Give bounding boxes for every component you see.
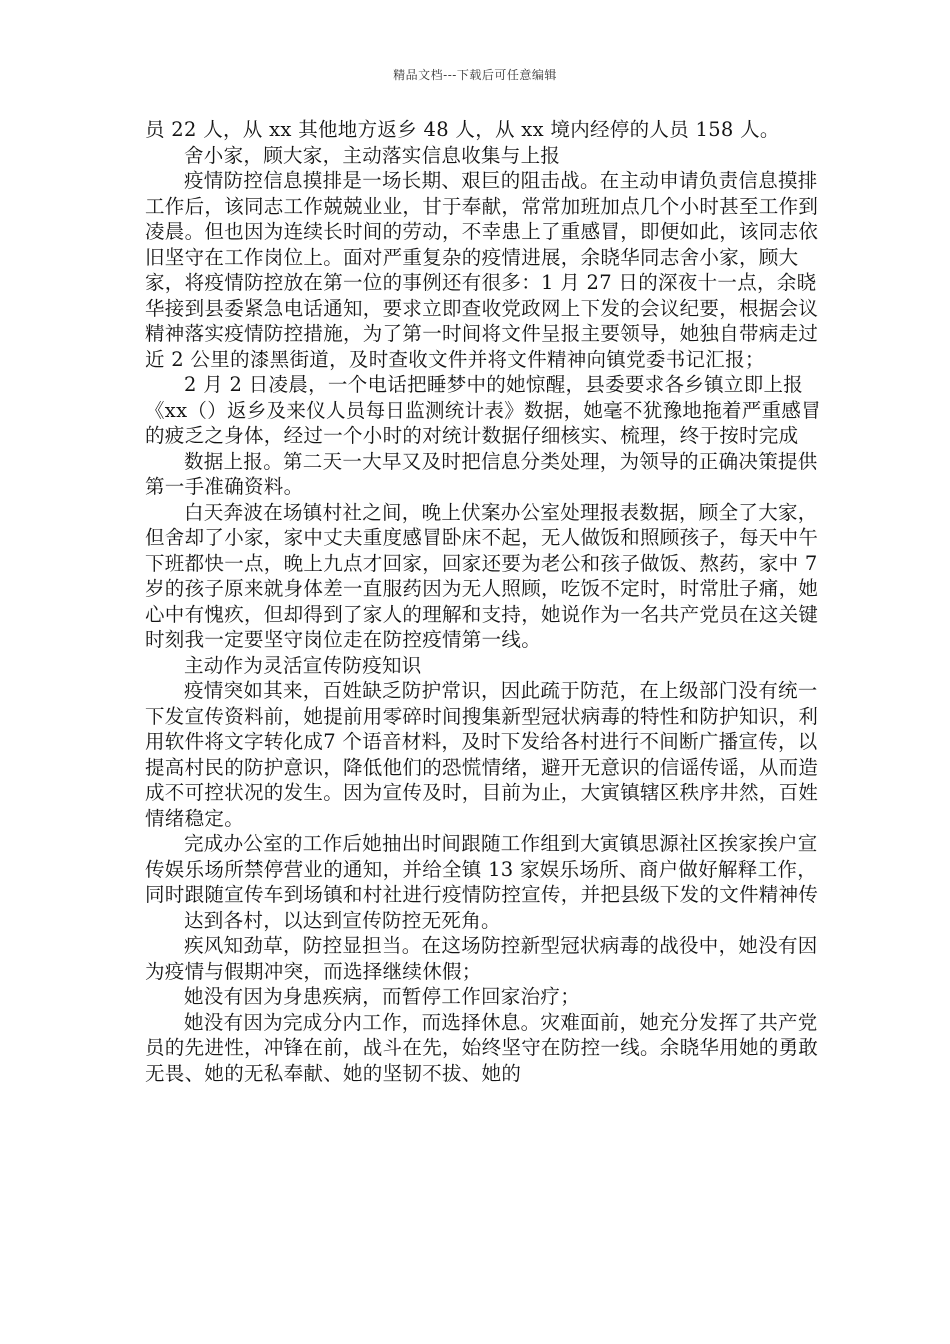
section-heading: 主动作为灵活宣传防疫知识 xyxy=(184,653,422,677)
paragraph-continuation: 员 22 人，从 xx 其他地方返乡 48 人，从 xx 境内经停的人员 158 人。 xyxy=(145,118,780,141)
paragraph: 完成办公室的工作后她抽出时间跟随工作组到大寅镇思源社区挨家挨户宣传娱乐场所禁停营业的通知，并给全镇 13 家娱乐场所、商户做好解释工作，同时跟随宣传车到场镇和村社进行疫情防控宣传，并把县级下发的文件精神传 xyxy=(145,832,819,906)
paragraph: 2 月 2 日凌晨，一个电话把睡梦中的她惊醒，县委要求各乡镇立即上报《xx（）返乡及来仪人员每日监测统计表》数据，她毫不犹豫地拖着严重感冒的疲乏之身体，经过一个小时的对统计数据仔细核实、梳理，终于按时完成 xyxy=(145,373,821,447)
document-body xyxy=(145,117,825,1086)
paragraph: 疫情突如其来，百姓缺乏防护常识，因此疏于防范，在上级部门没有统一下发宣传资料前，她提前用零碎时间搜集新型冠状病毒的特性和防护知识，利用软件将文字转化成7 个语音材料，及时下发给各村进行不间断广播宣传，以提高村民的防护意识，降低他们的恐慌情绪，避开无意识的信谣传谣，从而造成不可控状况的发生。因为宣传及时，目前为止，大寅镇辖区秩序井然，百姓情绪稳定。 xyxy=(145,679,819,830)
paragraph: 疫情防控信息摸排是一场长期、艰巨的阻击战。在主动申请负责信息摸排工作后，该同志工作兢兢业业，甘于奉献，常常加班加点几个小时甚至工作到凌晨。但也因为连续长时间的劳动，不幸患上了重感冒，即便如此，该同志依旧坚守在工作岗位上。面对严重复杂的疫情进展，余晓华同志舍小家，顾大家，将疫情防控放在第一位的事例还有很多：1 月 27 日的深夜十一点，余晓华接到县委紧急电话通知，要求立即查收党政网上下发的会议纪要，根据会议精神落实疫情防控措施，为了第一时间将文件呈报主要领导，她独自带病走过近 2 公里的漆黑街道，及时查收文件并将文件精神向镇党委书记汇报； xyxy=(145,169,819,371)
paragraph: 她没有因为完成分内工作，而选择休息。灾难面前，她充分发挥了共产党员的先进性，冲锋在前，战斗在先，始终坚守在防控一线。余晓华用她的勇敢无畏、她的无私奉献、她的坚韧不拔、她的 xyxy=(145,1010,819,1085)
paragraph: 达到各村，以达到宣传防控无死角。 xyxy=(184,908,501,932)
paragraph: 数据上报。第二天一大早又及时把信息分类处理，为领导的正确决策提供第一手准确资料。 xyxy=(145,449,818,498)
paragraph: 白天奔波在场镇村社之间，晚上伏案办公室处理报表数据，顾全了大家，但舍却了小家，家中丈夫重度感冒卧床不起，无人做饭和照顾孩子，每天中午下班都快一点，晚上九点才回家，回家还要为老公和孩子做饭、熬药，家中 7 岁的孩子原来就身体差一直服药因为无人照顾，吃饭不定时，时常肚子痛，她心中有愧疚，但却得到了家人的理解和支持，她说作为一名共产党员在这关键时刻我一定要坚守岗位走在防控疫情第一线。 xyxy=(145,500,819,651)
paragraph: 她没有因为身患疾病，而暂停工作回家治疗； xyxy=(184,985,581,1008)
page-header: 精品文档---下载后可任意编辑 xyxy=(393,68,557,82)
section-heading: 舍小家，顾大家，主动落实信息收集与上报 xyxy=(184,143,561,167)
paragraph: 疾风知劲草，防控显担当。在这场防控新型冠状病毒的战役中，她没有因为疫情与假期冲突，而选择继续休假； xyxy=(145,934,818,983)
